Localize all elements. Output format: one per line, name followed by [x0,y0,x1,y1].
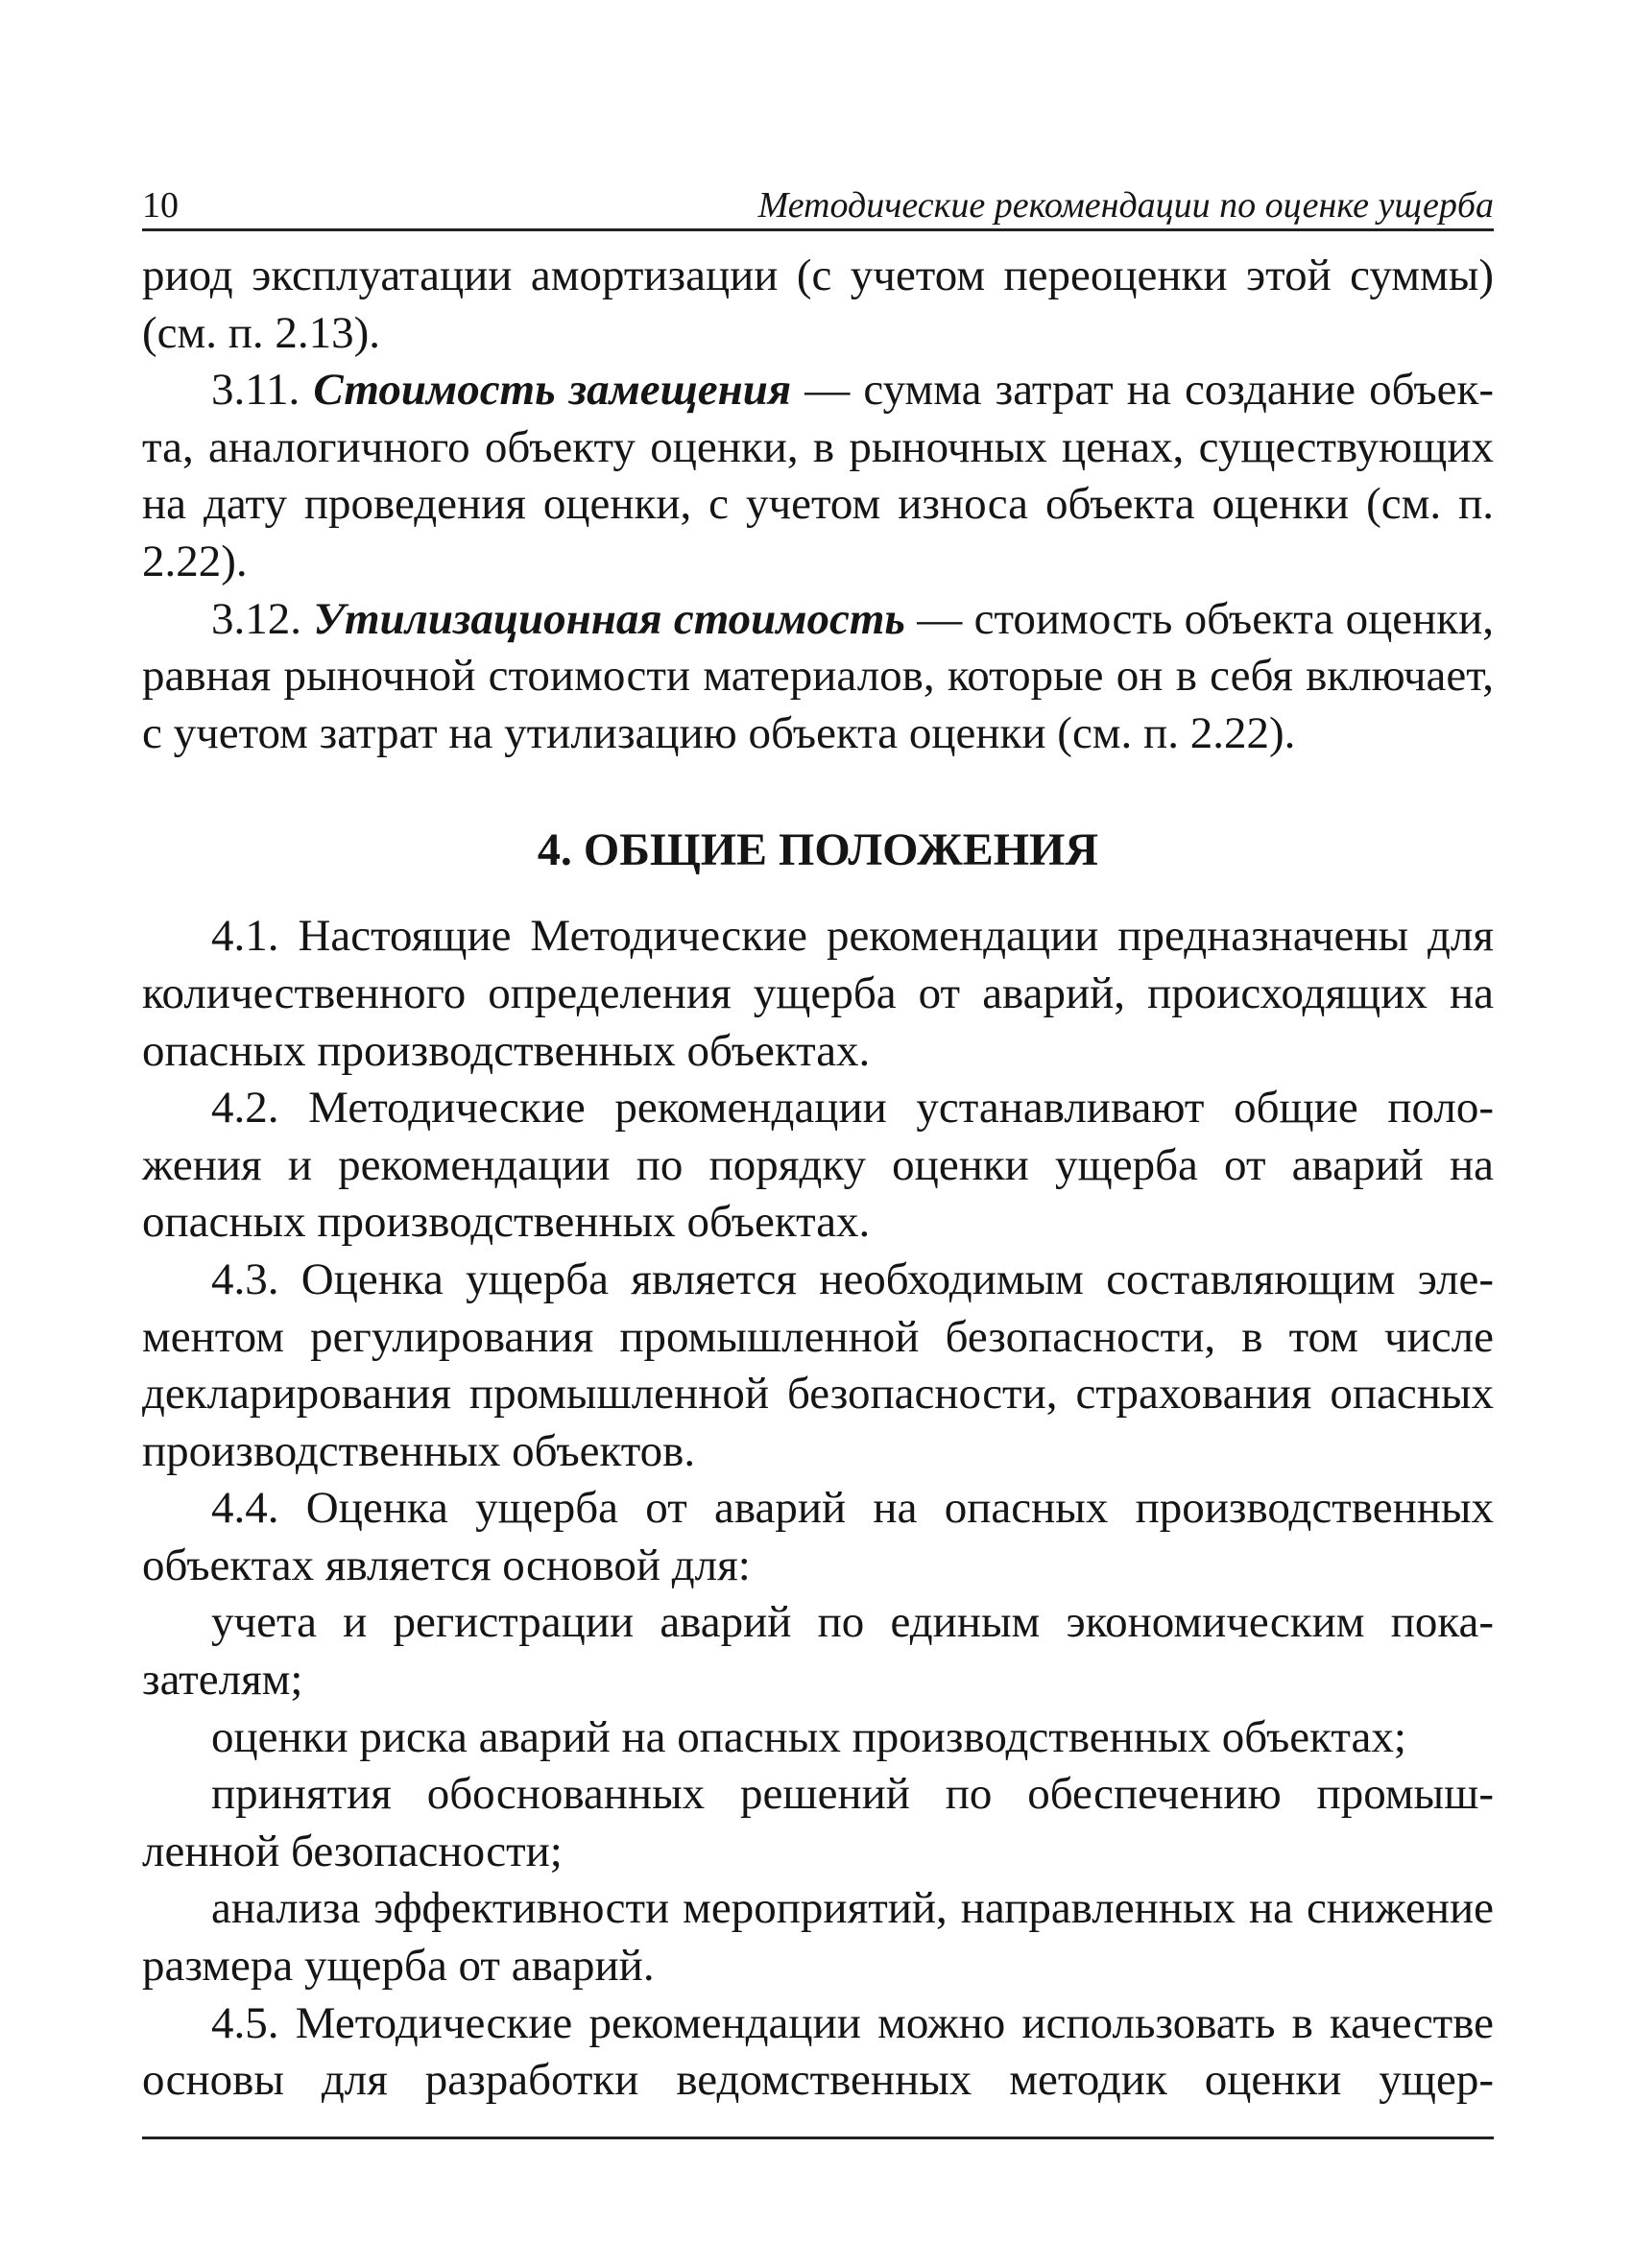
definition-3-12 [142,591,1494,763]
defined-term: Утилизационная стоимость [313,593,905,644]
list-item: принятия обоснованных решений по обеспечению промышленной безопасности; [142,1769,1494,1876]
definition-number: 3.11. [211,365,300,416]
definition-3-11 [142,362,1494,590]
paragraph-4-5: 4.5. Методические рекомендации можно использовать в качестве основы для разработки ведомственных методик оценки ущер- [142,1997,1494,2106]
list-item: оценки риска аварий на опасных производственных объектах; [211,1711,1406,1762]
page-header [142,180,1494,231]
page-number: 10 [142,185,179,226]
list-item: учета и регистрации аварий по единым экономическим показателям; [142,1597,1494,1706]
body-text [142,248,1494,2110]
paragraph-4-2: 4.2. Методические рекомендации устанавливают общие положения и рекомендации по порядку оценки ущерба от аварий на опасных производственных объектах. [142,1083,1494,1248]
defined-term: Стоимость замещения [313,365,792,416]
paragraph-4-4: 4.4. Оценка ущерба от аварий на опасных производственных объектах является основой для: [142,1483,1494,1590]
section-heading: 4. ОБЩИЕ ПОЛОЖЕНИЯ [537,824,1099,876]
definition-text: — стоимость объекта оценки, равная рыночной стоимости материалов, которые он в себя включает, с учетом затрат на утилизацию объекта оценки (см. п. 2.22). [142,593,1494,758]
definition-number: 3.12. [211,593,301,644]
definition-text: — сумма затрат на создание объекта, аналогичного объекту оценки, в рыночных ценах, существующих на дату проведения оценки, с учетом износа объекта оценки (см. п. 2.22). [142,365,1494,586]
footer-rule [142,2137,1494,2139]
paragraph-4-3: 4.3. Оценка ущерба является необходимым составляющим элементом регулирования промышленной безопасности, в том числе декларирования промышленной безопасности, страхования опасных производственных объектов. [142,1253,1494,1476]
list-item: анализа эффективности мероприятий, направленных на снижение размера ущерба от аварий. [142,1883,1494,1992]
continuation-paragraph: риод эксплуатации амортизации (с учетом переоценки этой суммы) (см. п. 2.13). [142,251,1494,358]
paragraph-4-1: 4.1. Настоящие Методические рекомендации предназначены для количественного определения ущерба от аварий, происходящих на опасных производственных объектах. [142,911,1494,1076]
running-title: Методические рекомендации по оценке ущерба [757,185,1494,226]
